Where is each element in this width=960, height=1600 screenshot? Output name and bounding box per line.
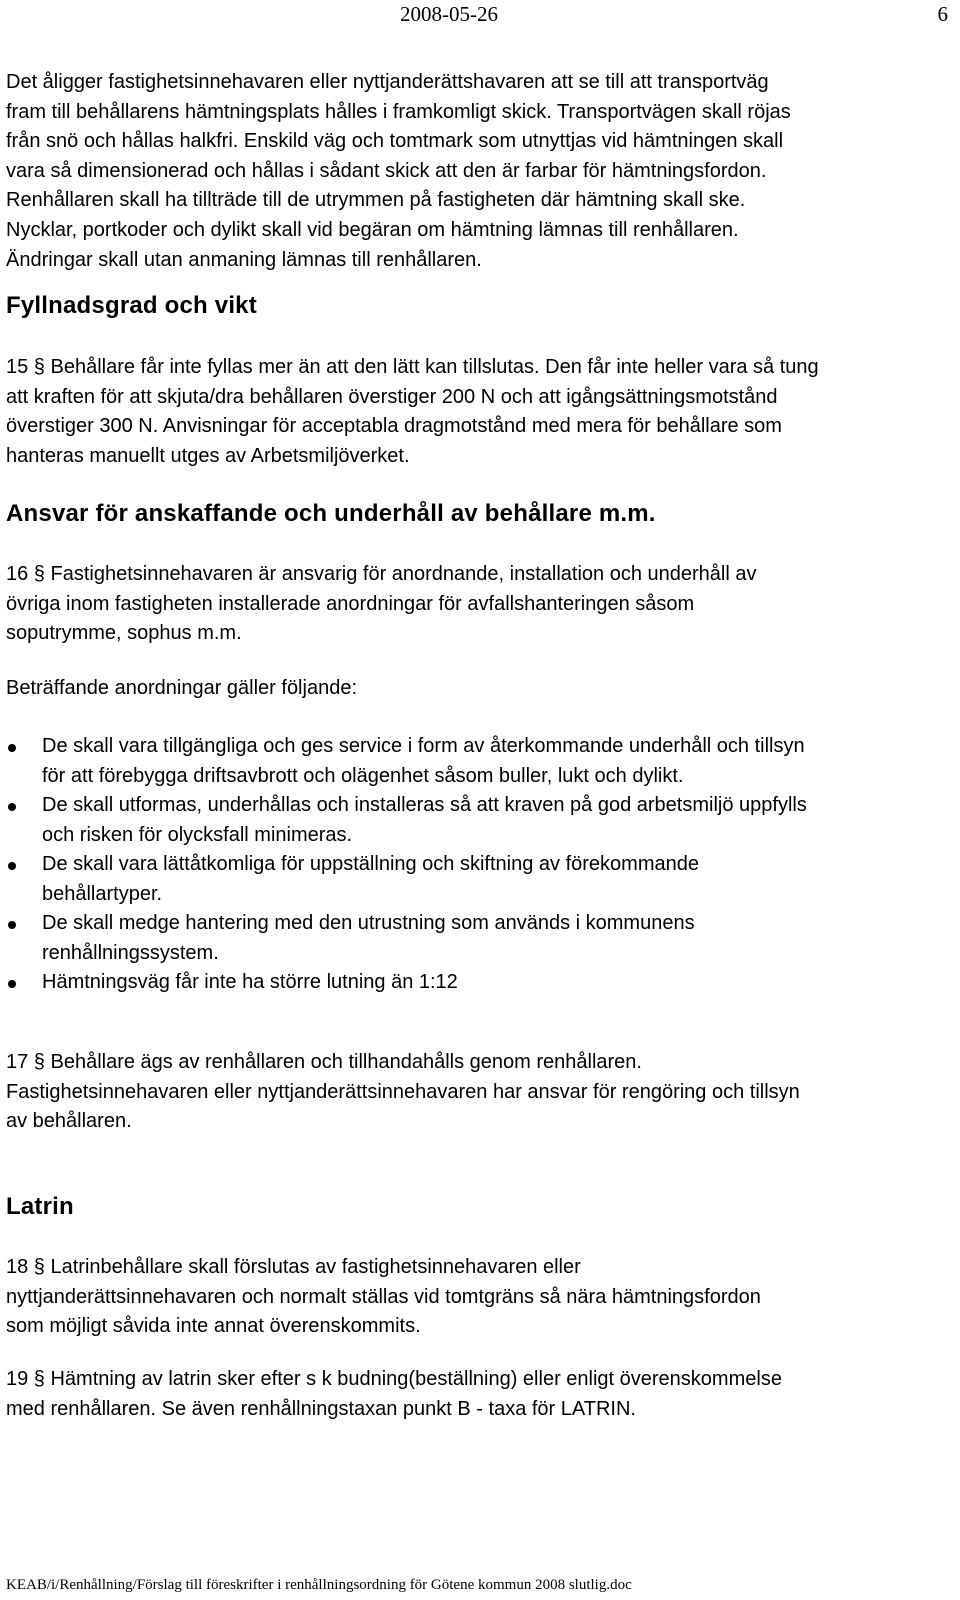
intro-line: vara så dimensionerad och hållas i sådant skick att den är farbar för hämtningsfordon. <box>6 159 767 182</box>
paragraph-19 <box>6 1365 782 1424</box>
intro-line: Ändringar skall utan anmaning lämnas till renhållaren. <box>6 248 482 271</box>
section-heading-ansvar: Ansvar för anskaffande och underhåll av behållare m.m. <box>6 500 656 527</box>
list-item-line: De skall utformas, underhållas och installeras så att kraven på god arbetsmiljö uppfylls <box>42 794 807 816</box>
requirements-list <box>6 732 807 998</box>
list-item-line: De skall vara tillgängliga och ges service i form av återkommande underhåll och tillsyn <box>42 735 805 757</box>
list-lead: Beträffande anordningar gäller följande: <box>6 677 357 699</box>
page-number: 6 <box>937 2 948 26</box>
header-date: 2008-05-26 <box>400 2 498 26</box>
bullet-icon <box>8 921 16 929</box>
list-item <box>6 968 807 998</box>
paragraph-line: som möjligt såvida inte annat överenskommits. <box>6 1315 421 1338</box>
paragraph-line: nyttjanderättsinnehavaren och normalt ställas vid tomtgräns så nära hämtningsfordon <box>6 1285 761 1308</box>
paragraph-line: med renhållaren. Se även renhållningstaxan punkt B - taxa för LATRIN. <box>6 1397 636 1420</box>
intro-line: Renhållaren skall ha tillträde till de utrymmen på fastigheten där hämtning skall ske. <box>6 189 746 212</box>
paragraph-line: hanteras manuellt utges av Arbetsmiljöverket. <box>6 444 410 467</box>
footer-file-path: KEAB/i/Renhållning/Förslag till föreskrifter i renhållningsordning för Götene kommun 2008 slutlig.doc <box>6 1577 632 1593</box>
paragraph-17 <box>6 1048 800 1137</box>
paragraph-line: överstiger 300 N. Anvisningar för acceptabla dragmotstånd med mera för behållare som <box>6 415 782 438</box>
list-item <box>6 732 807 791</box>
intro-line: från snö och hållas halkfri. Enskild väg och tomtmark som utnyttjas vid hämtningen skall <box>6 130 784 153</box>
paragraph-line: att kraften för att skjuta/dra behållaren överstiger 200 N och att igångsättningsmotstånd <box>6 385 778 408</box>
paragraph-line: 18 § Latrinbehållare skall förslutas av fastighetsinnehavaren eller <box>6 1256 581 1278</box>
paragraph-16 <box>6 560 757 649</box>
bullet-icon <box>8 862 16 870</box>
paragraph-15 <box>6 353 819 471</box>
list-item-line: De skall vara lättåtkomliga för uppställning och skiftning av förekommande <box>42 853 699 875</box>
section-heading-fyllnadsgrad: Fyllnadsgrad och vikt <box>6 292 257 319</box>
list-item-line: renhållningssystem. <box>42 941 219 964</box>
paragraph-line: 19 § Hämtning av latrin sker efter s k budning(beställning) eller enligt överenskommelse <box>6 1368 782 1390</box>
paragraph-line: av behållaren. <box>6 1110 132 1133</box>
paragraph-line: övriga inom fastigheten installerade anordningar för avfallshanteringen såsom <box>6 592 695 615</box>
paragraph-18 <box>6 1253 761 1342</box>
list-item-line: Hämtningsväg får inte ha större lutning än 1:12 <box>42 971 458 993</box>
paragraph-line: 16 § Fastighetsinnehavaren är ansvarig för anordnande, installation och underhåll av <box>6 563 757 585</box>
list-item <box>6 850 807 909</box>
intro-line: Nycklar, portkoder och dylikt skall vid begäran om hämtning lämnas till renhållaren. <box>6 218 739 241</box>
paragraph-line: 15 § Behållare får inte fyllas mer än att den lätt kan tillslutas. Den får inte heller vara så tung <box>6 356 819 378</box>
intro-line: fram till behållarens hämtningsplats hålles i framkomligt skick. Transportvägen skall röjas <box>6 100 791 123</box>
list-item-line: och risken för olycksfall minimeras. <box>42 823 353 846</box>
list-item <box>6 909 807 968</box>
paragraph-line: Fastighetsinnehavaren eller nyttjanderättsinnehavaren har ansvar för rengöring och tillsyn <box>6 1080 800 1103</box>
list-item-line: för att förebygga driftsavbrott och olägenhet såsom buller, lukt och dylikt. <box>42 764 684 787</box>
list-item-line: behållartyper. <box>42 882 163 905</box>
paragraph-line: soputrymme, sophus m.m. <box>6 622 242 645</box>
bullet-icon <box>8 803 16 811</box>
section-heading-latrin: Latrin <box>6 1193 74 1220</box>
intro-paragraph <box>6 68 791 275</box>
list-item <box>6 791 807 850</box>
paragraph-line: 17 § Behållare ägs av renhållaren och tillhandahålls genom renhållaren. <box>6 1051 642 1073</box>
bullet-icon <box>8 744 16 752</box>
bullet-icon <box>8 980 16 988</box>
intro-line: Det åligger fastighetsinnehavaren eller nyttjanderättshavaren att se till att transportväg <box>6 71 769 93</box>
list-item-line: De skall medge hantering med den utrustning som används i kommunens <box>42 912 695 934</box>
